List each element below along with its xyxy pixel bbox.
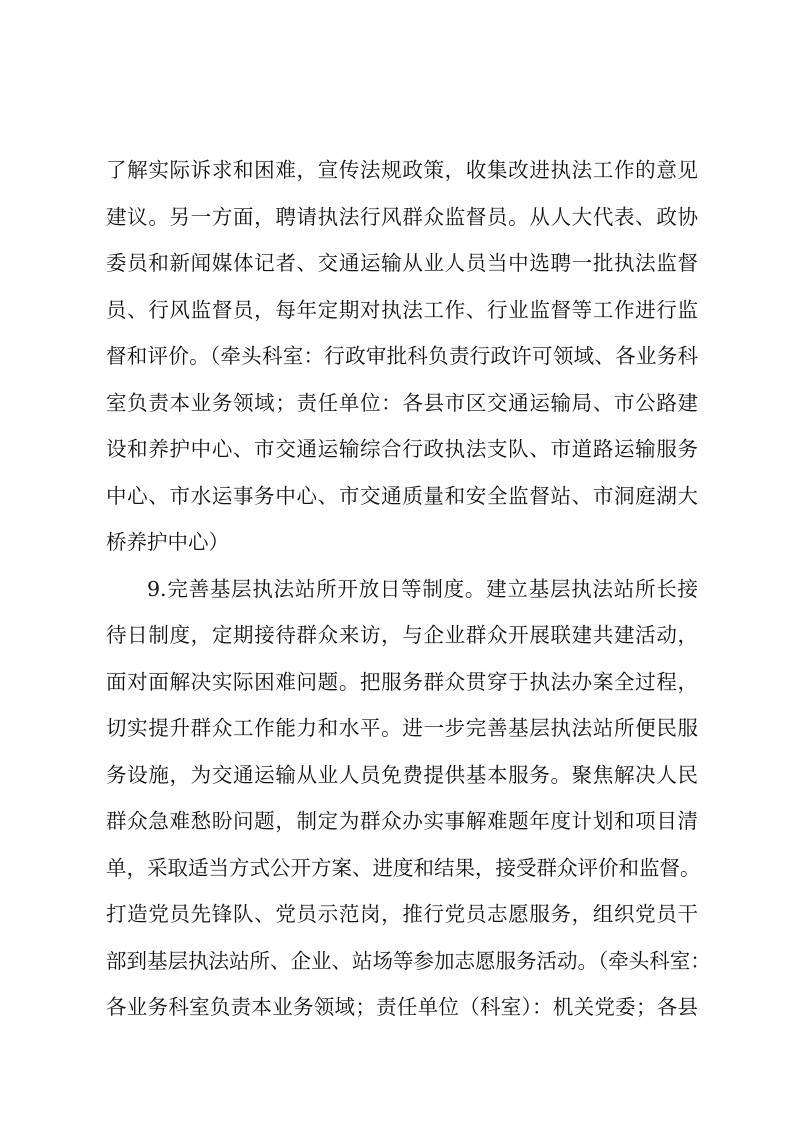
text-line: 中心、市水运事务中心、市交通质量和安全监督站、市洞庭湖大 <box>106 483 698 508</box>
text-line: 室负责本业务领域；责任单位：各县市区交通运输局、市公路建 <box>106 390 698 415</box>
text-line: 委员和新闻媒体记者、交通运输从业人员当中选聘一批执法监督 <box>106 251 698 275</box>
text-line: 9.完善基层执法站所开放日等制度。建立基层执法站所长接 <box>147 576 698 601</box>
text-line: 督和评价。（牵头科室：行政审批科负责行政许可领域、各业务科 <box>106 344 698 368</box>
paragraph-2 <box>106 566 711 1031</box>
text-line: 群众急难愁盼问题，制定为群众办实事解难题年度计划和项目清 <box>106 809 698 833</box>
text-line: 了解实际诉求和困难，宣传法规政策，收集改进执法工作的意见 <box>106 158 698 182</box>
paragraph-1 <box>106 147 698 566</box>
text-line: 员、行风监督员，每年定期对执法工作、行业监督等工作进行监 <box>106 297 698 322</box>
text-line: 各业务科室负责本业务领域；责任单位（科室）：机关党委；各县 <box>106 995 698 1019</box>
text-line: 部到基层执法站所、企业、站场等参加志愿服务活动。（牵头科室： <box>106 948 711 973</box>
text-line: 打造党员先锋队、党员示范岗，推行党员志愿服务，组织党员干 <box>106 902 698 926</box>
text-line: 面对面解决实际困难问题。把服务群众贯穿于执法办案全过程， <box>106 669 698 694</box>
text-line: 设和养护中心、市交通运输综合行政执法支队、市道路运输服务 <box>106 437 698 461</box>
text-line: 待日制度，定期接待群众来访，与企业群众开展联建共建活动， <box>106 623 698 647</box>
text-line: 建议。另一方面，聘请执法行风群众监督员。从人大代表、政协 <box>106 204 698 229</box>
document-body <box>106 147 711 1031</box>
text-line: 务设施，为交通运输从业人员免费提供基本服务。聚焦解决人民 <box>106 762 698 787</box>
text-line: 桥养护中心） <box>106 530 229 554</box>
text-line: 切实提升群众工作能力和水平。进一步完善基层执法站所便民服 <box>106 716 698 740</box>
text-line: 单，采取适当方式公开方案、进度和结果，接受群众评价和监督。 <box>106 855 701 880</box>
